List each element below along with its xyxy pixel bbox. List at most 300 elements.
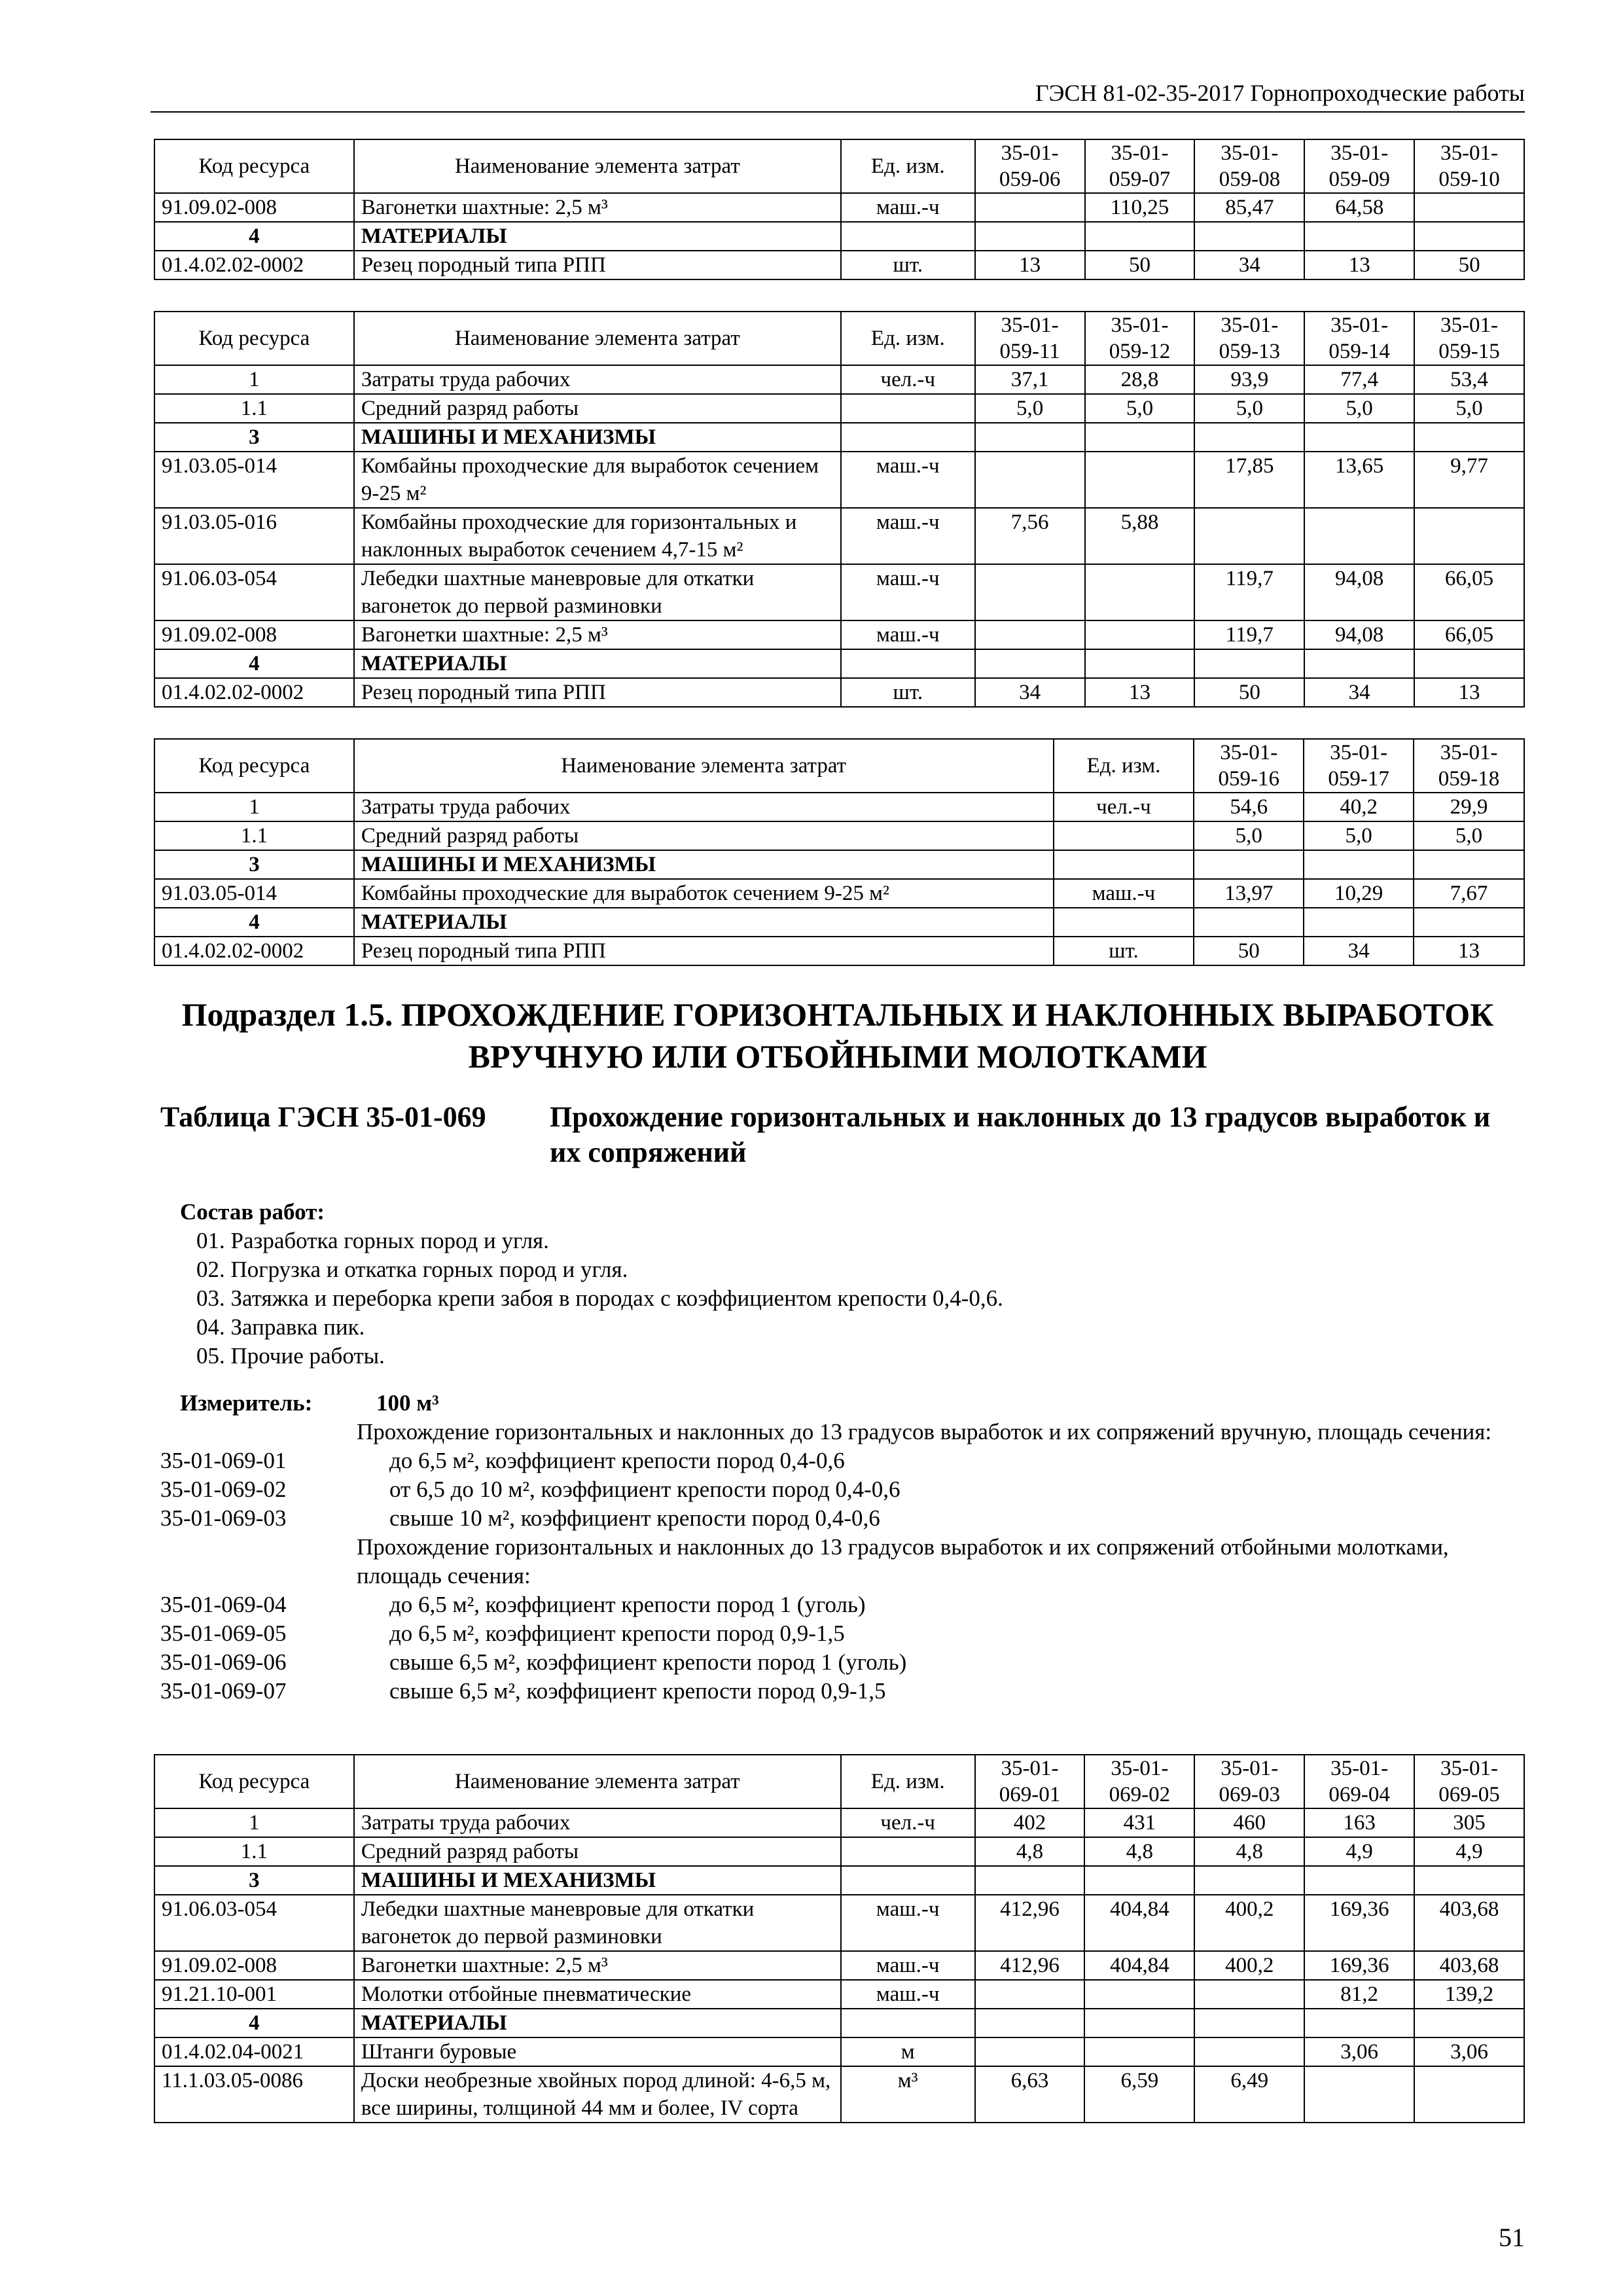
- section-row: [154, 423, 1524, 452]
- resource-table-069-01-05: [154, 1754, 1525, 2123]
- value-cell: [1194, 1980, 1304, 2009]
- resource-table-059-16-18: [154, 738, 1525, 966]
- column-header: 35-01- 069-01: [975, 1755, 1085, 1808]
- norm-code: 35-01-069-05: [160, 1621, 287, 1646]
- value-cell: 50: [1194, 937, 1304, 965]
- running-header-title: ГЭСН 81-02-35-2017 Горнопроходческие работы: [1035, 80, 1525, 106]
- value-cell: [1194, 649, 1304, 678]
- resource-name: Штанги буровые: [354, 2037, 841, 2066]
- table-caption-label: Таблица ГЭСН 35-01-069: [160, 1101, 486, 1133]
- column-header: Код ресурса: [154, 1755, 354, 1808]
- value-cell: [1194, 908, 1304, 937]
- unit: маш.-ч: [841, 1895, 975, 1951]
- table-row: [154, 452, 1524, 508]
- unit: маш.-ч: [841, 1980, 975, 2009]
- unit: [841, 1866, 975, 1895]
- unit: [841, 222, 975, 251]
- value-cell: 50: [1194, 678, 1304, 707]
- value-cell: 3,06: [1414, 2037, 1524, 2066]
- meter-value: 100 м³: [376, 1390, 439, 1416]
- value-cell: 13,97: [1194, 879, 1304, 908]
- column-header: 35-01- 059-09: [1304, 139, 1414, 193]
- resource-name: Вагонетки шахтные: 2,5 м³: [354, 193, 841, 222]
- norm-code: 35-01-069-06: [160, 1649, 287, 1675]
- value-cell: 169,36: [1304, 1895, 1414, 1951]
- value-cell: 403,68: [1414, 1895, 1524, 1951]
- value-cell: [1414, 193, 1524, 222]
- resource-table-059-11-15: [154, 311, 1525, 708]
- table-row: [154, 879, 1524, 908]
- column-header: 35-01- 059-10: [1414, 139, 1524, 193]
- resource-name: Комбайны проходческие для выработок сечением 9-25 м²: [354, 452, 841, 508]
- value-cell: [975, 452, 1085, 508]
- table-row: [154, 508, 1524, 564]
- table-header-row: [154, 739, 1524, 793]
- value-cell: [975, 2037, 1085, 2066]
- resource-name: Затраты труда рабочих: [354, 365, 841, 394]
- unit: м: [841, 2037, 975, 2066]
- value-cell: 64,58: [1304, 193, 1414, 222]
- section-name: МАШИНЫ И МЕХАНИЗМЫ: [354, 1866, 841, 1895]
- column-header: Ед. изм.: [1054, 739, 1194, 793]
- resource-code: 1: [154, 1808, 354, 1837]
- value-cell: 53,4: [1414, 365, 1524, 394]
- column-header: Код ресурса: [154, 739, 354, 793]
- works-item: 01. Разработка горных пород и угля.: [196, 1228, 549, 1253]
- value-cell: 13,65: [1304, 452, 1414, 508]
- resource-code: 01.4.02.04-0021: [154, 2037, 354, 2066]
- value-cell: [1304, 423, 1414, 452]
- value-cell: [975, 193, 1085, 222]
- value-cell: [975, 564, 1085, 620]
- value-cell: [1414, 850, 1524, 879]
- value-cell: [1414, 423, 1524, 452]
- section-row: [154, 649, 1524, 678]
- resource-name: Средний разряд работы: [354, 394, 841, 423]
- value-cell: [1194, 222, 1304, 251]
- table-row: [154, 1951, 1524, 1980]
- value-cell: [1414, 508, 1524, 564]
- norm-text: свыше 6,5 м², коэффициент крепости пород 0,9-1,5: [389, 1678, 886, 1704]
- resource-code: 91.06.03-054: [154, 564, 354, 620]
- table-row: [154, 1808, 1524, 1837]
- section-row: [154, 908, 1524, 937]
- value-cell: [1304, 908, 1414, 937]
- unit: чел.-ч: [1054, 793, 1194, 821]
- value-cell: 3,06: [1304, 2037, 1414, 2066]
- table-row: [154, 937, 1524, 965]
- value-cell: 4,8: [975, 1837, 1085, 1866]
- value-cell: [975, 423, 1085, 452]
- value-cell: 40,2: [1304, 793, 1414, 821]
- value-cell: [975, 649, 1085, 678]
- resource-code: 11.1.03.05-0086: [154, 2066, 354, 2123]
- norm-code: 35-01-069-04: [160, 1592, 287, 1617]
- section-name: МАШИНЫ И МЕХАНИЗМЫ: [354, 850, 1054, 879]
- resource-code: 91.03.05-016: [154, 508, 354, 564]
- norm-code: 35-01-069-07: [160, 1678, 287, 1704]
- resource-name: Лебедки шахтные маневровые для откатки вагонеток до первой разминовки: [354, 564, 841, 620]
- norm-text: до 6,5 м², коэффициент крепости пород 0,9-1,5: [389, 1621, 845, 1646]
- works-item: 05. Прочие работы.: [196, 1343, 385, 1369]
- unit: чел.-ч: [841, 365, 975, 394]
- running-header: [151, 79, 1525, 113]
- value-cell: 4,9: [1414, 1837, 1524, 1866]
- works-item: 03. Затяжка и переборка крепи забоя в породах с коэффициентом крепости 0,4-0,6.: [196, 1285, 1003, 1311]
- value-cell: [1304, 508, 1414, 564]
- column-header: Наименование элемента затрат: [354, 312, 841, 365]
- unit: шт.: [841, 251, 975, 279]
- table-row: [154, 620, 1524, 649]
- value-cell: [975, 222, 1085, 251]
- meter-description-manual: Прохождение горизонтальных и наклонных до 13 градусов выработок и их сопряжений вручную, площадь сечения:: [357, 1419, 1492, 1444]
- value-cell: [1304, 649, 1414, 678]
- value-cell: 13: [1085, 678, 1195, 707]
- value-cell: 403,68: [1414, 1951, 1524, 1980]
- norm-text: свыше 10 м², коэффициент крепости пород 0,4-0,6: [389, 1505, 880, 1531]
- value-cell: 402: [975, 1808, 1085, 1837]
- value-cell: 404,84: [1084, 1951, 1194, 1980]
- value-cell: [1084, 2037, 1194, 2066]
- value-cell: 77,4: [1304, 365, 1414, 394]
- value-cell: [1414, 2009, 1524, 2037]
- value-cell: [1414, 2066, 1524, 2123]
- value-cell: 139,2: [1414, 1980, 1524, 2009]
- value-cell: 5,0: [1304, 394, 1414, 423]
- value-cell: [975, 620, 1085, 649]
- value-cell: 50: [1085, 251, 1195, 279]
- value-cell: 4,9: [1304, 1837, 1414, 1866]
- value-cell: [1085, 564, 1195, 620]
- table-header-row: [154, 1755, 1524, 1808]
- unit: маш.-ч: [841, 452, 975, 508]
- unit: маш.-ч: [841, 193, 975, 222]
- resource-code: 91.06.03-054: [154, 1895, 354, 1951]
- value-cell: [1304, 2009, 1414, 2037]
- resource-code: 4: [154, 649, 354, 678]
- table-row: [154, 2066, 1524, 2123]
- section-row: [154, 1866, 1524, 1895]
- value-cell: [1304, 2066, 1414, 2123]
- value-cell: [1304, 850, 1414, 879]
- value-cell: [1084, 1866, 1194, 1895]
- resource-name: Затраты труда рабочих: [354, 1808, 841, 1837]
- resource-code: 4: [154, 222, 354, 251]
- resource-name: Комбайны проходческие для выработок сечением 9-25 м²: [354, 879, 1054, 908]
- value-cell: [1304, 222, 1414, 251]
- value-cell: 13: [1414, 678, 1524, 707]
- value-cell: 412,96: [975, 1951, 1085, 1980]
- resource-code: 3: [154, 423, 354, 452]
- table-row: [154, 821, 1524, 850]
- column-header: 35-01- 059-07: [1085, 139, 1195, 193]
- table-row: [154, 1837, 1524, 1866]
- resource-code: 1.1: [154, 1837, 354, 1866]
- works-heading: Состав работ:: [180, 1199, 325, 1225]
- value-cell: 66,05: [1414, 564, 1524, 620]
- resource-name: Резец породный типа РПП: [354, 678, 841, 707]
- column-header: 35-01- 069-04: [1304, 1755, 1414, 1808]
- meter-label: Измеритель:: [180, 1390, 313, 1416]
- unit: маш.-ч: [841, 508, 975, 564]
- resource-name: Вагонетки шахтные: 2,5 м³: [354, 620, 841, 649]
- resource-name: Средний разряд работы: [354, 821, 1054, 850]
- value-cell: 5,0: [1304, 821, 1414, 850]
- value-cell: 34: [1304, 678, 1414, 707]
- page-number: 51: [1499, 2223, 1525, 2252]
- table-row: [154, 2037, 1524, 2066]
- section-name: МАТЕРИАЛЫ: [354, 222, 841, 251]
- value-cell: 28,8: [1085, 365, 1195, 394]
- value-cell: [1194, 2009, 1304, 2037]
- resource-code: 1.1: [154, 821, 354, 850]
- column-header: 35-01- 059-17: [1304, 739, 1414, 793]
- section-row: [154, 850, 1524, 879]
- norm-code: 35-01-069-02: [160, 1477, 287, 1502]
- table-row: [154, 793, 1524, 821]
- unit: маш.-ч: [1054, 879, 1194, 908]
- value-cell: 7,67: [1414, 879, 1524, 908]
- value-cell: 94,08: [1304, 620, 1414, 649]
- value-cell: 4,8: [1084, 1837, 1194, 1866]
- value-cell: 6,63: [975, 2066, 1085, 2123]
- value-cell: 17,85: [1194, 452, 1304, 508]
- value-cell: [975, 2009, 1085, 2037]
- table-header-row: [154, 312, 1524, 365]
- value-cell: 305: [1414, 1808, 1524, 1837]
- value-cell: 13: [975, 251, 1085, 279]
- value-cell: 400,2: [1194, 1895, 1304, 1951]
- norm-code: 35-01-069-01: [160, 1448, 287, 1473]
- value-cell: 34: [1194, 251, 1304, 279]
- column-header: 35-01- 059-08: [1194, 139, 1304, 193]
- resource-name: Резец породный типа РПП: [354, 251, 841, 279]
- value-cell: 34: [975, 678, 1085, 707]
- works-item: 02. Погрузка и откатка горных пород и угля.: [196, 1257, 628, 1282]
- value-cell: 29,9: [1414, 793, 1524, 821]
- resource-name: Затраты труда рабочих: [354, 793, 1054, 821]
- value-cell: 54,6: [1194, 793, 1304, 821]
- value-cell: [1084, 2009, 1194, 2037]
- value-cell: [1414, 1866, 1524, 1895]
- resource-code: 1: [154, 793, 354, 821]
- value-cell: 81,2: [1304, 1980, 1414, 2009]
- table-row: [154, 365, 1524, 394]
- resource-name: Средний разряд работы: [354, 1837, 841, 1866]
- resource-code: 4: [154, 2009, 354, 2037]
- norm-text: до 6,5 м², коэффициент крепости пород 1 (уголь): [389, 1592, 866, 1617]
- value-cell: 6,59: [1084, 2066, 1194, 2123]
- table-caption-title: Прохождение горизонтальных и наклонных до 13 градусов выработок и их сопряжений: [550, 1101, 1491, 1168]
- value-cell: 13: [1304, 251, 1414, 279]
- value-cell: [1194, 2037, 1304, 2066]
- value-cell: 13: [1414, 937, 1524, 965]
- column-header: Наименование элемента затрат: [354, 1755, 841, 1808]
- unit: [841, 649, 975, 678]
- unit: [1054, 821, 1194, 850]
- table-header-row: [154, 139, 1524, 193]
- value-cell: 6,49: [1194, 2066, 1304, 2123]
- resource-name: Молотки отбойные пневматические: [354, 1980, 841, 2009]
- works-item: 04. Заправка пик.: [196, 1314, 365, 1340]
- resource-name: Лебедки шахтные маневровые для откатки вагонеток до первой разминовки: [354, 1895, 841, 1951]
- value-cell: [1085, 649, 1195, 678]
- table-row: [154, 394, 1524, 423]
- resource-table-059-06-10: [154, 139, 1525, 280]
- value-cell: 5,0: [1414, 394, 1524, 423]
- value-cell: [1085, 620, 1195, 649]
- column-header: 35-01- 059-11: [975, 312, 1085, 365]
- column-header: 35-01- 059-16: [1194, 739, 1304, 793]
- column-header: Код ресурса: [154, 139, 354, 193]
- resource-code: 91.09.02-008: [154, 193, 354, 222]
- resource-code: 4: [154, 908, 354, 937]
- value-cell: 431: [1084, 1808, 1194, 1837]
- value-cell: 34: [1304, 937, 1414, 965]
- resource-code: 91.03.05-014: [154, 879, 354, 908]
- value-cell: [1304, 1866, 1414, 1895]
- resource-code: 1: [154, 365, 354, 394]
- column-header: 35-01- 059-15: [1414, 312, 1524, 365]
- norm-text: от 6,5 до 10 м², коэффициент крепости пород 0,4-0,6: [389, 1477, 901, 1502]
- value-cell: 5,0: [975, 394, 1085, 423]
- value-cell: [1414, 222, 1524, 251]
- column-header: 35-01- 069-03: [1194, 1755, 1304, 1808]
- value-cell: 5,0: [1085, 394, 1195, 423]
- column-header: Ед. изм.: [841, 139, 975, 193]
- resource-code: 91.09.02-008: [154, 620, 354, 649]
- value-cell: 94,08: [1304, 564, 1414, 620]
- value-cell: [975, 1866, 1085, 1895]
- value-cell: [1414, 908, 1524, 937]
- value-cell: 10,29: [1304, 879, 1414, 908]
- value-cell: 85,47: [1194, 193, 1304, 222]
- value-cell: 110,25: [1085, 193, 1195, 222]
- value-cell: [1194, 1866, 1304, 1895]
- value-cell: [975, 1980, 1085, 2009]
- resource-code: 91.03.05-014: [154, 452, 354, 508]
- table-row: [154, 251, 1524, 279]
- unit: шт.: [841, 678, 975, 707]
- value-cell: 5,0: [1194, 394, 1304, 423]
- value-cell: [1194, 850, 1304, 879]
- unit: [841, 2009, 975, 2037]
- value-cell: [1085, 423, 1195, 452]
- value-cell: 412,96: [975, 1895, 1085, 1951]
- column-header: Код ресурса: [154, 312, 354, 365]
- meter-block: [160, 1389, 1502, 1706]
- value-cell: 169,36: [1304, 1951, 1414, 1980]
- column-header: 35-01- 069-05: [1414, 1755, 1524, 1808]
- value-cell: 119,7: [1194, 620, 1304, 649]
- value-cell: 5,0: [1194, 821, 1304, 850]
- column-header: Ед. изм.: [841, 312, 975, 365]
- unit: шт.: [1054, 937, 1194, 965]
- resource-name: Резец породный типа РПП: [354, 937, 1054, 965]
- unit: маш.-ч: [841, 1951, 975, 1980]
- section-name: МАТЕРИАЛЫ: [354, 2009, 841, 2037]
- value-cell: 404,84: [1084, 1895, 1194, 1951]
- section-name: МАТЕРИАЛЫ: [354, 649, 841, 678]
- unit: чел.-ч: [841, 1808, 975, 1837]
- resource-name: Вагонетки шахтные: 2,5 м³: [354, 1951, 841, 1980]
- value-cell: [1194, 508, 1304, 564]
- value-cell: 93,9: [1194, 365, 1304, 394]
- column-header: 35-01- 069-02: [1084, 1755, 1194, 1808]
- value-cell: 163: [1304, 1808, 1414, 1837]
- value-cell: [1085, 452, 1195, 508]
- value-cell: [1414, 649, 1524, 678]
- value-cell: 400,2: [1194, 1951, 1304, 1980]
- section-row: [154, 222, 1524, 251]
- subsection-title: Подраздел 1.5. ПРОХОЖДЕНИЕ ГОРИЗОНТАЛЬНЫХ И НАКЛОННЫХ ВЫРАБОТОК ВРУЧНУЮ ИЛИ ОТБОЙНЫМИ МОЛОТКАМИ: [181, 996, 1494, 1075]
- section-name: МАТЕРИАЛЫ: [354, 908, 1054, 937]
- unit: [1054, 850, 1194, 879]
- value-cell: 460: [1194, 1808, 1304, 1837]
- value-cell: 7,56: [975, 508, 1085, 564]
- unit: [841, 1837, 975, 1866]
- resource-code: 01.4.02.02-0002: [154, 678, 354, 707]
- works-composition: [180, 1198, 1003, 1371]
- unit: [841, 394, 975, 423]
- value-cell: 4,8: [1194, 1837, 1304, 1866]
- unit: [1054, 908, 1194, 937]
- column-header: Наименование элемента затрат: [354, 139, 841, 193]
- resource-code: 91.09.02-008: [154, 1951, 354, 1980]
- resource-name: Комбайны проходческие для горизонтальных и наклонных выработок сечением 4,7-15 м²: [354, 508, 841, 564]
- norm-text: свыше 6,5 м², коэффициент крепости пород 1 (уголь): [389, 1649, 907, 1675]
- column-header: 35-01- 059-18: [1414, 739, 1524, 793]
- table-row: [154, 1895, 1524, 1951]
- value-cell: 50: [1414, 251, 1524, 279]
- resource-code: 91.21.10-001: [154, 1980, 354, 2009]
- value-cell: [1085, 222, 1195, 251]
- resource-code: 01.4.02.02-0002: [154, 251, 354, 279]
- table-row: [154, 1980, 1524, 2009]
- value-cell: 37,1: [975, 365, 1085, 394]
- unit: [841, 423, 975, 452]
- table-row: [154, 193, 1524, 222]
- resource-code: 01.4.02.02-0002: [154, 937, 354, 965]
- resource-code: 3: [154, 850, 354, 879]
- norm-text: до 6,5 м², коэффициент крепости пород 0,4-0,6: [389, 1448, 845, 1473]
- value-cell: 5,88: [1085, 508, 1195, 564]
- value-cell: [1084, 1980, 1194, 2009]
- meter-description-hammers: Прохождение горизонтальных и наклонных до 13 градусов выработок и их сопряжений отбойными молотками, площадь сечения:: [357, 1534, 1449, 1588]
- column-header: Наименование элемента затрат: [354, 739, 1054, 793]
- column-header: Ед. изм.: [841, 1755, 975, 1808]
- resource-code: 3: [154, 1866, 354, 1895]
- norm-code: 35-01-069-03: [160, 1505, 287, 1531]
- column-header: 35-01- 059-06: [975, 139, 1085, 193]
- resource-name: Доски необрезные хвойных пород длиной: 4-6,5 м, все ширины, толщиной 44 мм и более, IV сорта: [354, 2066, 841, 2123]
- table-row: [154, 564, 1524, 620]
- unit: маш.-ч: [841, 564, 975, 620]
- resource-code: 1.1: [154, 394, 354, 423]
- value-cell: 9,77: [1414, 452, 1524, 508]
- column-header: 35-01- 059-13: [1194, 312, 1304, 365]
- value-cell: 66,05: [1414, 620, 1524, 649]
- column-header: 35-01- 059-14: [1304, 312, 1414, 365]
- value-cell: 5,0: [1414, 821, 1524, 850]
- unit: м³: [841, 2066, 975, 2123]
- section-row: [154, 2009, 1524, 2037]
- table-row: [154, 678, 1524, 707]
- column-header: 35-01- 059-12: [1085, 312, 1195, 365]
- section-name: МАШИНЫ И МЕХАНИЗМЫ: [354, 423, 841, 452]
- unit: маш.-ч: [841, 620, 975, 649]
- value-cell: 119,7: [1194, 564, 1304, 620]
